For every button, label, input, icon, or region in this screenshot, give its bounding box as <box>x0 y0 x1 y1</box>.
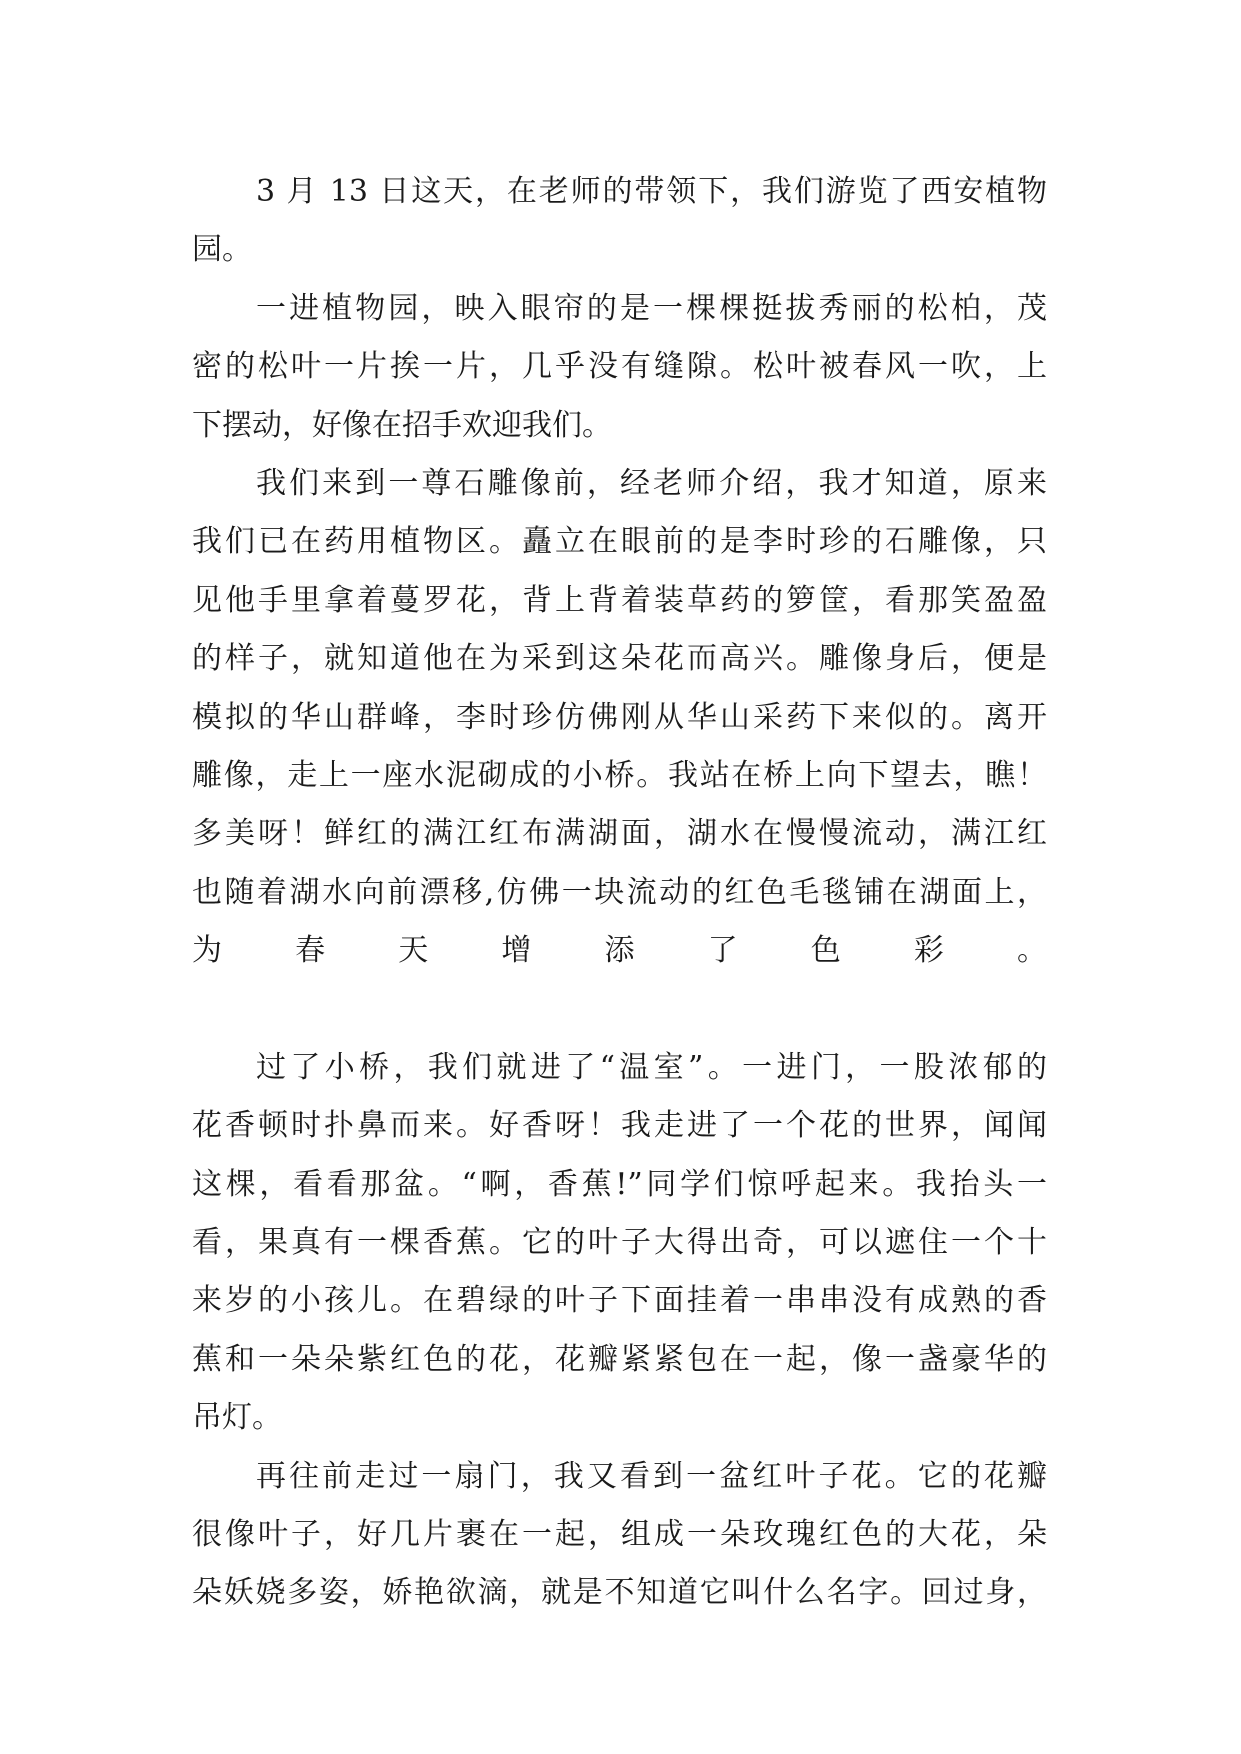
paragraph-line: 见他手里拿着蔓罗花，背上背着装草药的箩筐，看那笑盈盈 <box>192 582 1047 618</box>
paragraph-line: 很像叶子，好几片裹在一起，组成一朵玫瑰红色的大花，朵 <box>192 1516 1047 1552</box>
paragraph-line <box>192 980 1047 1038</box>
paragraph-line: 我们来到一尊石雕像前，经老师介绍，我才知道，原来 <box>256 465 1047 501</box>
paragraph-line: 花香顿时扑鼻而来。好香呀！我走进了一个花的世界，闻闻 <box>192 1108 1047 1144</box>
paragraph-line: 密的松叶一片挨一片，几乎没有缝隙。松叶被春风一吹，上 <box>192 349 1047 385</box>
paragraph-line: 一进植物园，映入眼帘的是一棵棵挺拔秀丽的松柏，茂 <box>256 290 1047 326</box>
paragraph-line: 看，果真有一棵香蕉。它的叶子大得出奇，可以遮住一个十 <box>192 1225 1047 1261</box>
paragraph-line: 3 月 13 日这天，在老师的带领下，我们游览了西安植物 <box>256 174 1047 209</box>
paragraph-line: 园。 <box>192 232 252 268</box>
paragraph-line: 蕉和一朵朵紫红色的花，花瓣紧紧包在一起，像一盏豪华的 <box>192 1341 1047 1377</box>
paragraph-line: 雕像，走上一座水泥砌成的小桥。我站在桥上向下望去，瞧！ <box>192 757 1047 793</box>
paragraph-1 <box>192 163 1047 280</box>
paragraph-line: 也随着湖水向前漂移,仿佛一块流动的红色毛毯铺在湖面上， <box>192 874 1047 910</box>
paragraph-line: 再往前走过一扇门，我又看到一盆红叶子花。它的花瓣 <box>256 1458 1047 1494</box>
paragraph-line: 模拟的华山群峰，李时珍仿佛刚从华山采药下来似的。离开 <box>192 699 1047 735</box>
paragraph-line: 我们已在药用植物区。矗立在眼前的是李时珍的石雕像，只 <box>192 524 1047 560</box>
paragraph-line: 过了小桥，我们就进了“温室”。一进门，一股浓郁的 <box>256 1049 1047 1085</box>
paragraph-3 <box>192 455 1047 1039</box>
paragraph-line: 为春天增添了色彩。 <box>192 933 1047 969</box>
paragraph-line: 吊灯。 <box>192 1400 282 1436</box>
paragraph-line: 的样子，就知道他在为采到这朵花而高兴。雕像身后，便是 <box>192 641 1047 677</box>
paragraph-line: 下摆动，好像在招手欢迎我们。 <box>192 407 612 443</box>
paragraph-5 <box>192 1448 1047 1623</box>
paragraph-line: 来岁的小孩儿。在碧绿的叶子下面挂着一串串没有成熟的香 <box>192 1283 1047 1319</box>
paragraph-2 <box>192 280 1047 455</box>
paragraph-line: 多美呀！鲜红的满江红布满湖面，湖水在慢慢流动，满江红 <box>192 816 1047 852</box>
paragraph-4 <box>192 1039 1047 1448</box>
paragraph-line: 朵妖娆多姿，娇艳欲滴，就是不知道它叫什么名字。回过身， <box>192 1575 1047 1611</box>
essay-body <box>192 163 1047 1623</box>
paragraph-line: 这棵，看看那盆。“啊，香蕉!”同学们惊呼起来。我抬头一 <box>192 1166 1047 1202</box>
